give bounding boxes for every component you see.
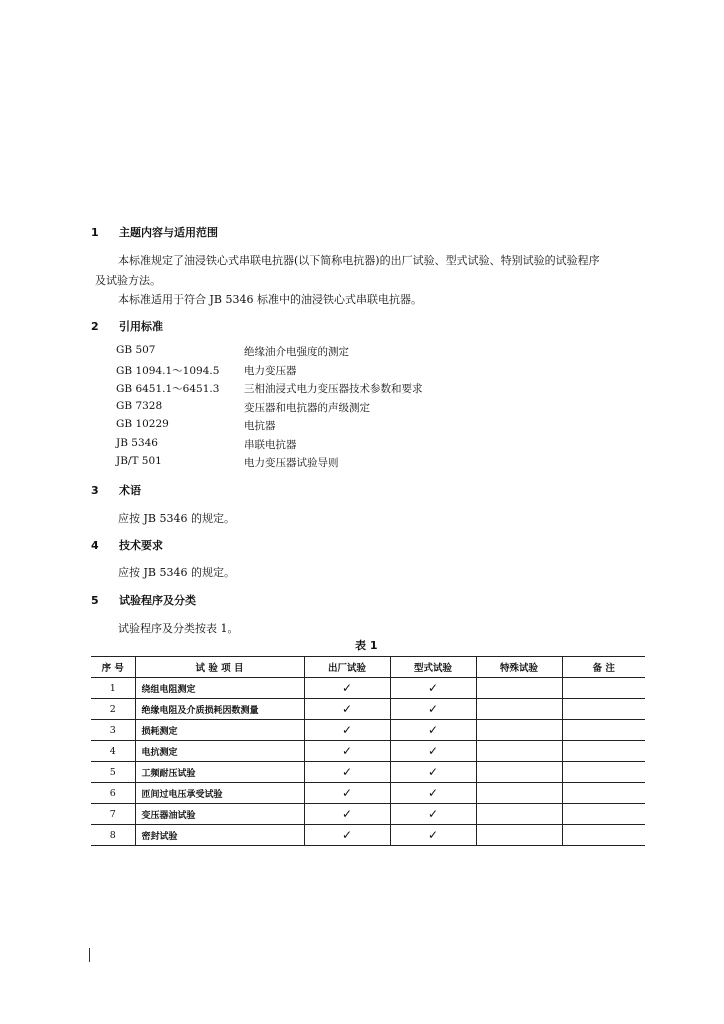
row-item: 损耗测定 bbox=[135, 720, 304, 741]
row-item: 匝间过电压承受试验 bbox=[135, 783, 304, 804]
table-row bbox=[91, 825, 645, 846]
row-number: 4 bbox=[91, 741, 135, 762]
section-3-text: 应按 JB 5346 的规定。 bbox=[118, 512, 235, 525]
type-check bbox=[390, 762, 476, 783]
factory-check bbox=[304, 825, 390, 846]
row-item: 绝缘电阻及介质损耗因数测量 bbox=[135, 699, 304, 720]
table-row bbox=[91, 783, 645, 804]
section-title: 引用标准 bbox=[119, 320, 163, 333]
section-1-heading bbox=[91, 224, 218, 240]
section-title: 试验程序及分类 bbox=[119, 594, 196, 607]
type-check bbox=[390, 825, 476, 846]
row-item: 绕组电阻测定 bbox=[135, 678, 304, 699]
check-icon: ✓ bbox=[427, 681, 439, 695]
section-number: 4 bbox=[91, 539, 99, 552]
header-remarks: 备 注 bbox=[562, 657, 645, 678]
remarks-cell bbox=[562, 804, 645, 825]
factory-check bbox=[304, 804, 390, 825]
table-row bbox=[91, 741, 645, 762]
reference-title: 电抗器 bbox=[244, 420, 276, 432]
factory-check bbox=[304, 762, 390, 783]
header-type-test: 型式试验 bbox=[390, 657, 476, 678]
reference-title: 绝缘油介电强度的测定 bbox=[244, 346, 349, 358]
section-number: 3 bbox=[91, 484, 99, 497]
section-4-text: 应按 JB 5346 的规定。 bbox=[118, 566, 235, 579]
row-number: 5 bbox=[91, 762, 135, 783]
section-title: 主题内容与适用范围 bbox=[119, 226, 218, 239]
reference-code: GB 10229 bbox=[116, 418, 169, 430]
factory-check bbox=[304, 699, 390, 720]
special-cell bbox=[476, 678, 562, 699]
reference-item bbox=[116, 437, 423, 456]
check-icon: ✓ bbox=[427, 744, 439, 758]
row-number: 3 bbox=[91, 720, 135, 741]
factory-check bbox=[304, 720, 390, 741]
reference-title: 电力变压器 bbox=[244, 364, 297, 377]
special-cell bbox=[476, 804, 562, 825]
check-icon: ✓ bbox=[341, 807, 353, 821]
type-check bbox=[390, 741, 476, 762]
type-check bbox=[390, 678, 476, 699]
row-number: 2 bbox=[91, 699, 135, 720]
special-cell bbox=[476, 720, 562, 741]
reference-item bbox=[116, 418, 423, 437]
reference-code: JB/T 501 bbox=[116, 455, 162, 467]
type-check bbox=[390, 720, 476, 741]
remarks-cell bbox=[562, 678, 645, 699]
row-number: 8 bbox=[91, 825, 135, 846]
special-cell bbox=[476, 762, 562, 783]
factory-check bbox=[304, 783, 390, 804]
header-serial: 序 号 bbox=[91, 657, 135, 678]
reference-title: 电力变压器试验导则 bbox=[244, 457, 339, 469]
type-check bbox=[390, 699, 476, 720]
row-item: 密封试验 bbox=[135, 825, 304, 846]
section-5-heading bbox=[91, 592, 196, 608]
check-icon: ✓ bbox=[341, 828, 353, 842]
table-row bbox=[91, 720, 645, 741]
check-icon: ✓ bbox=[427, 828, 439, 842]
table-row bbox=[91, 678, 645, 699]
row-number: 7 bbox=[91, 804, 135, 825]
row-item: 变压器油试验 bbox=[135, 804, 304, 825]
section-2-heading bbox=[91, 318, 163, 334]
reference-code: GB 507 bbox=[116, 344, 156, 356]
check-icon: ✓ bbox=[341, 702, 353, 716]
section-3-heading bbox=[91, 482, 141, 498]
reference-item bbox=[116, 344, 423, 363]
section-number: 2 bbox=[91, 320, 99, 333]
check-icon: ✓ bbox=[427, 765, 439, 779]
reference-code: GB 1094.1～1094.5 bbox=[116, 364, 220, 377]
section-4-heading bbox=[91, 537, 163, 553]
check-icon: ✓ bbox=[341, 765, 353, 779]
paragraph-scope-line2: 及试验方法。 bbox=[95, 274, 161, 287]
check-icon: ✓ bbox=[427, 807, 439, 821]
check-icon: ✓ bbox=[341, 723, 353, 737]
special-cell bbox=[476, 699, 562, 720]
reference-title: 串联电抗器 bbox=[244, 438, 297, 451]
row-item: 电抗测定 bbox=[135, 741, 304, 762]
reference-list bbox=[116, 344, 423, 474]
row-item: 工频耐压试验 bbox=[135, 762, 304, 783]
reference-item bbox=[116, 363, 423, 382]
special-cell bbox=[476, 783, 562, 804]
remarks-cell bbox=[562, 825, 645, 846]
header-test-item: 试 验 项 目 bbox=[135, 657, 304, 678]
remarks-cell bbox=[562, 783, 645, 804]
reference-title: 三相油浸式电力变压器技术参数和要求 bbox=[244, 383, 423, 395]
type-check bbox=[390, 804, 476, 825]
table-row bbox=[91, 762, 645, 783]
paragraph-scope-line1: 本标准规定了油浸铁心式串联电抗器(以下简称电抗器)的出厂试验、型式试验、特别试验的试验程序 bbox=[118, 254, 600, 267]
reference-item bbox=[116, 400, 423, 419]
table-row bbox=[91, 804, 645, 825]
header-factory-test: 出厂试验 bbox=[304, 657, 390, 678]
table-caption: 表 1 bbox=[355, 639, 378, 652]
section-title: 术语 bbox=[119, 484, 141, 497]
reference-code: GB 7328 bbox=[116, 399, 163, 412]
remarks-cell bbox=[562, 699, 645, 720]
remarks-cell bbox=[562, 720, 645, 741]
check-icon: ✓ bbox=[341, 786, 353, 800]
section-number: 1 bbox=[91, 226, 99, 239]
header-special-test: 特殊试验 bbox=[476, 657, 562, 678]
row-number: 1 bbox=[91, 678, 135, 699]
factory-check bbox=[304, 678, 390, 699]
section-5-text: 试验程序及分类按表 1。 bbox=[118, 622, 239, 635]
table-header-row bbox=[91, 657, 645, 678]
reference-code: GB 6451.1～6451.3 bbox=[116, 383, 220, 395]
remarks-cell bbox=[562, 741, 645, 762]
check-icon: ✓ bbox=[427, 702, 439, 716]
factory-check bbox=[304, 741, 390, 762]
special-cell bbox=[476, 741, 562, 762]
table-row bbox=[91, 699, 645, 720]
type-check bbox=[390, 783, 476, 804]
check-icon: ✓ bbox=[427, 723, 439, 737]
section-number: 5 bbox=[91, 594, 99, 607]
check-icon: ✓ bbox=[427, 786, 439, 800]
check-icon: ✓ bbox=[341, 744, 353, 758]
special-cell bbox=[476, 825, 562, 846]
margin-mark bbox=[89, 948, 90, 962]
row-number: 6 bbox=[91, 783, 135, 804]
test-table bbox=[91, 656, 645, 846]
reference-title: 变压器和电抗器的声级测定 bbox=[244, 401, 370, 414]
reference-code: JB 5346 bbox=[116, 436, 158, 449]
paragraph-applicability: 本标准适用于符合 JB 5346 标准中的油浸铁心式串联电抗器。 bbox=[118, 293, 422, 306]
check-icon: ✓ bbox=[341, 681, 353, 695]
section-title: 技术要求 bbox=[119, 539, 163, 552]
reference-item bbox=[116, 381, 423, 400]
reference-item bbox=[116, 455, 423, 474]
remarks-cell bbox=[562, 762, 645, 783]
